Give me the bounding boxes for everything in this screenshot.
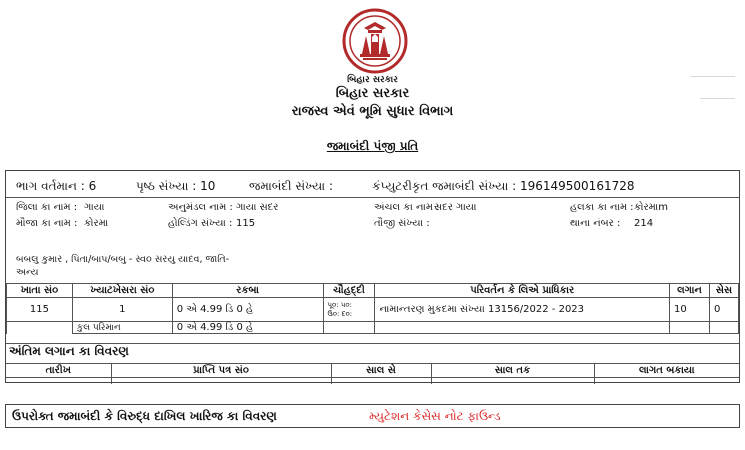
thana-value: 214 bbox=[634, 218, 654, 229]
halka-label: હલકા કા નામ : bbox=[570, 202, 634, 213]
col-chauhaddi: ચૌહદ્દી bbox=[323, 284, 375, 298]
anchal-label: અંચલ કા નામ : bbox=[374, 202, 440, 213]
mauja-value: કોરમા bbox=[84, 218, 109, 229]
owner-line-1: બબલુ કુમાર , પિતા/બાપ/બબુ - સ્વ૦ સરયુ યાદવ, જાતિ- bbox=[16, 254, 230, 265]
col-prapti-patra: પ્રાપ્તિ પત્ર સં૦ bbox=[111, 364, 331, 378]
bihar-emblem-icon bbox=[342, 8, 408, 74]
lagan-table bbox=[6, 363, 739, 384]
col-khesra: ખ્યાટખેસરા સં૦ bbox=[72, 284, 172, 298]
department-name: રાજસ્વ એવં ભૂમિ સુધાર વિભાગ bbox=[291, 104, 454, 119]
anchal-value: સદર ગાયા bbox=[434, 202, 477, 213]
page-header bbox=[0, 0, 745, 160]
col-rakba: રકબા bbox=[172, 284, 323, 298]
divider bbox=[6, 197, 739, 198]
lagan-header-row bbox=[6, 364, 739, 378]
state-label-small: બિહાર સરકાર bbox=[347, 75, 398, 85]
khata-cell: 115 bbox=[7, 298, 73, 322]
table-row bbox=[7, 298, 739, 322]
document-title: જમાબંદી પંજી પ્રતિ bbox=[326, 139, 419, 153]
jila-value: ગાયા bbox=[84, 202, 105, 213]
decorative-line bbox=[700, 98, 735, 99]
col-tarikh: તારીખ bbox=[6, 364, 111, 378]
col-saal-tak: સાલ તક bbox=[431, 364, 594, 378]
raiyat-details bbox=[16, 253, 246, 279]
owner-line-2: અન્ય bbox=[16, 267, 39, 278]
chauhaddi-cell bbox=[323, 298, 375, 322]
computer-jamabandi-field: કંપ્યુટરીકૃત જમાબંદી સંખ્યા : 196149500161728 bbox=[372, 179, 635, 193]
col-saal-se: સાલ સે bbox=[331, 364, 431, 378]
mutation-status: મ્યુટેશન કેસેસ નોટ ફાઉન્ડ bbox=[369, 409, 501, 423]
halka-value: કોરમાm bbox=[634, 202, 668, 213]
khata-table bbox=[6, 283, 739, 334]
chauhaddi-east-west: પૂ૦: પ૦: bbox=[327, 300, 352, 309]
mauja-label: મૌજા કા નામ : bbox=[16, 218, 78, 229]
holding-label: હોલ્ડિંગ સંખ્યા : bbox=[168, 218, 233, 229]
jamabandi-field: જમાબંદી સંખ્યા : bbox=[249, 179, 333, 193]
total-label: કુલ પરિમાન bbox=[72, 322, 172, 334]
mutation-details-box bbox=[5, 404, 740, 428]
table-header-row bbox=[7, 284, 739, 298]
decorative-line bbox=[690, 76, 735, 77]
lagan-section-title: અંતિમ લગાન કા વિવરણ bbox=[9, 344, 129, 358]
total-rakba-cell: 0 એ 4.99 ડિ 0 હે bbox=[172, 322, 323, 334]
table-total-row bbox=[7, 322, 739, 334]
jila-label: જિલા કા નામ : bbox=[16, 202, 78, 213]
ses-cell: 0 bbox=[709, 298, 738, 322]
col-ses: સેસ bbox=[709, 284, 738, 298]
lagan-empty-row bbox=[6, 378, 739, 384]
lagan-cell: 10 bbox=[669, 298, 709, 322]
rakba-cell: 0 એ 4.99 ડિ 0 હે bbox=[172, 298, 323, 322]
prishth-field: પૃષ્ઠ સંખ્યા : 10 bbox=[136, 179, 216, 193]
col-pradhikar: પરિવર્તન કે લિએ પ્રાધિકાર bbox=[375, 284, 669, 298]
state-name: બિહાર સરકાર bbox=[335, 86, 410, 101]
col-khata: ખાતા સં૦ bbox=[7, 284, 73, 298]
holding-value: 115 bbox=[236, 218, 256, 229]
col-lagan: લગાન bbox=[669, 284, 709, 298]
tauji-label: તૌજી સંખ્યા : bbox=[374, 218, 430, 229]
chauhaddi-north-south: ઉ૦: દ૦: bbox=[327, 309, 353, 318]
anumandal-value: ગાયા સદર bbox=[236, 202, 279, 213]
thana-label: થાના નંબર : bbox=[570, 218, 621, 229]
pradhikar-cell: નામાન્તરણ મુકદમા સંખ્યા 13156/2022 - 2023 bbox=[375, 298, 669, 322]
col-lagat-bakaya: લાગત બકાયા bbox=[594, 364, 739, 378]
jamabandi-panel bbox=[5, 170, 740, 383]
bhag-field: ભાગ વર્તમાન : 6 bbox=[16, 179, 97, 193]
khesra-cell: 1 bbox=[72, 298, 172, 322]
anumandal-label: અનુમંડલ નામ : bbox=[168, 202, 233, 213]
mutation-label: ઉપરોક્ત જમાબંદી કે વિરુદ્ધ દાખિલ ખારિજ કા વિવરણ bbox=[12, 409, 277, 423]
